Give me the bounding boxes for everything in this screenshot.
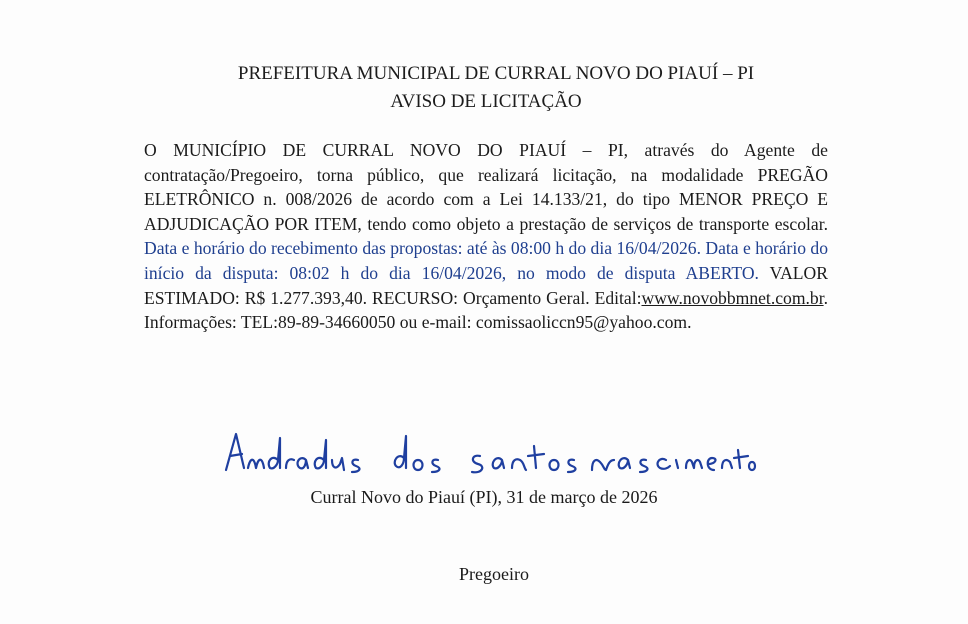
header-title: PREFEITURA MUNICIPAL DE CURRAL NOVO DO PIAUÍ – PI <box>237 63 755 84</box>
date-line: Curral Novo do Piauí (PI), 31 de março de 2026 <box>310 487 658 507</box>
edital-link[interactable]: www.novobbmnet.com.br <box>641 287 824 308</box>
notice-part-1: O MUNICÍPIO DE CURRAL NOVO DO PIAUÍ – PI, através do Agente de contratação/Pregoeiro, torna público, que realizará licitação, na modalidade PREGÃO ELETRÔNICO n. 008/2026 de acordo com a Lei 14.133/21, do tipo MENOR PREÇO E ADJUDICAÇÃO POR ITEM, tendo como objeto a prestação de serviços de transporte escolar. <box>144 140 828 234</box>
notice-part-4: . Informações: TEL:89-89-34660050 ou e-mail: comissaoliccn95@yahoo.com. <box>144 287 828 333</box>
notice-part-3: VALOR ESTIMADO: R$ 1.277.393,40. RECURSO: Orçamento Geral. Edital: <box>144 262 828 308</box>
notice-body <box>144 138 828 335</box>
notice-dates: Data e horário do recebimento das propostas: até às 08:00 h do dia 16/04/2026. Data e horário do início da disputa: 08:02 h do dia 16/04/2026, no modo de disputa ABERTO. <box>144 238 829 283</box>
signatory-role: Pregoeiro <box>459 564 529 584</box>
handwritten-signature <box>220 424 760 484</box>
header-subtitle: AVISO DE LICITAÇÃO <box>390 91 582 112</box>
